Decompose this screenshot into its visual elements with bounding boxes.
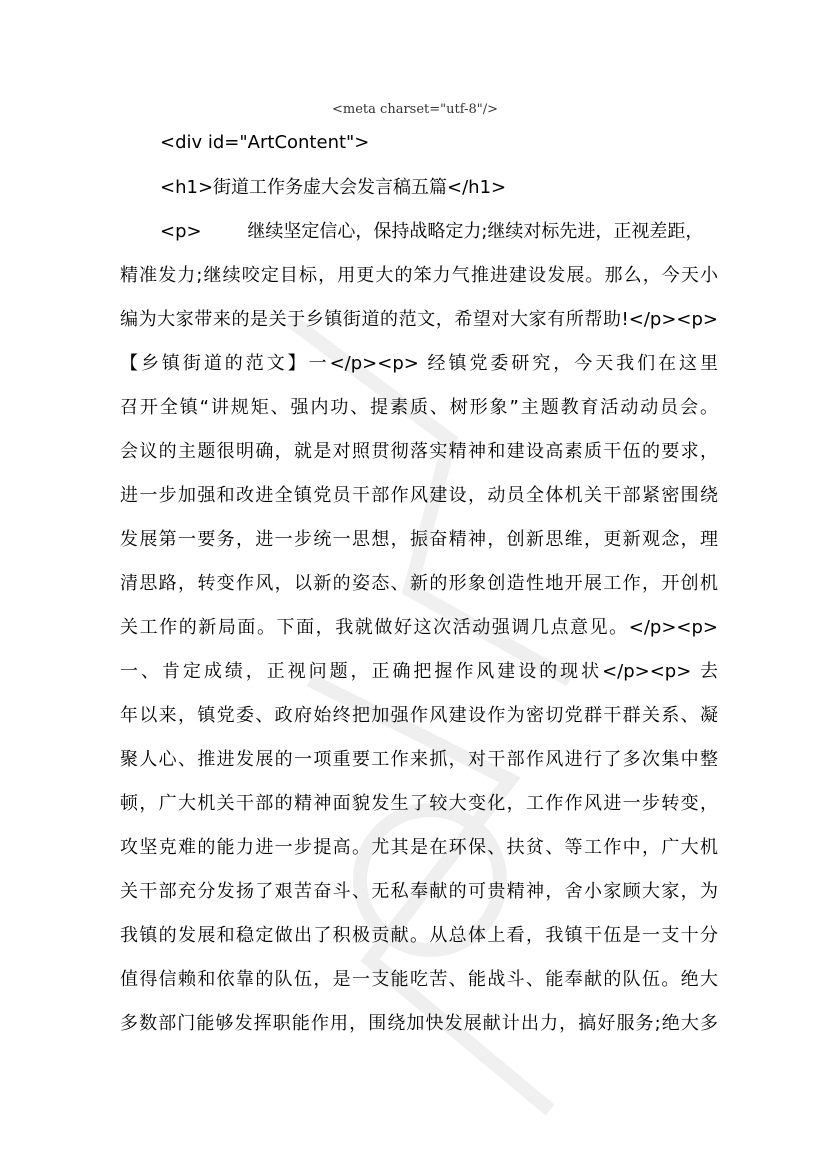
text-line: 进一步加强和改进全镇党员干部作风建设，动员全体机关干部紧密围绕 (120, 485, 718, 506)
text-line: 值得信赖和依靠的队伍，是一支能吃苦、能战斗、能奉献的队伍。绝大 (120, 969, 718, 990)
text-line: 召开全镇“讲规矩、强内功、提素质、树形象”主题教育活动动员会。 (120, 397, 718, 418)
text-line: 年以来，镇党委、政府始终把加强作风建设作为密切党群干群关系、凝 (120, 705, 718, 726)
text-line: 清思路，转变作风，以新的姿态、新的形象创造性地开展工作，开创机 (120, 573, 718, 594)
text-line: 攻坚克难的能力进一步提高。尤其是在环保、扶贫、等工作中，广大机 (120, 837, 718, 858)
text-line: 关干部充分发扬了艰苦奋斗、无私奉献的可贵精神，舍小家顾大家，为 (120, 881, 718, 902)
text-line: 编为大家带来的是关于乡镇街道的范文，希望对大家有所帮助!</p><p> (120, 309, 718, 330)
meta-charset-line: <meta charset="utf-8"/> (332, 102, 498, 117)
text-line: 会议的主题很明确，就是对照贯彻落实精神和建设高素质干伍的要求， (120, 441, 718, 462)
text-line: <p> 继续坚定信心，保持战略定力;继续对标先进，正视差距， (160, 221, 704, 242)
text-line: <h1>街道工作务虚大会发言稿五篇</h1> (160, 177, 507, 198)
text-line: 顿，广大机关干部的精神面貌发生了较大变化，工作作风进一步转变， (120, 793, 718, 814)
text-line: <div id="ArtContent"> (160, 132, 370, 153)
text-line: 关工作的新局面。下面，我就做好这次活动强调几点意见。</p><p> (120, 617, 718, 638)
text-line: 我镇的发展和稳定做出了积极贡献。从总体上看，我镇干伍是一支十分 (120, 925, 718, 946)
text-line: 发展第一要务，进一步统一思想，振奋精神，创新思维，更新观念，理 (120, 529, 718, 550)
text-line: 多数部门能够发挥职能作用，围绕加快发展献计出力，搞好服务;绝大多 (120, 1013, 718, 1034)
text-line: 聚人心、推进发展的一项重要工作来抓，对干部作风进行了多次集中整 (120, 749, 718, 770)
text-line: 一、肯定成绩，正视问题，正确把握作风建设的现状</p><p> 去 (120, 661, 718, 682)
text-line: 【乡镇街道的范文】一</p><p> 经镇党委研究，今天我们在这里 (120, 353, 718, 374)
text-line: 精准发力;继续咬定目标，用更大的笨力气推进建设发展。那么，今天小 (120, 265, 718, 286)
